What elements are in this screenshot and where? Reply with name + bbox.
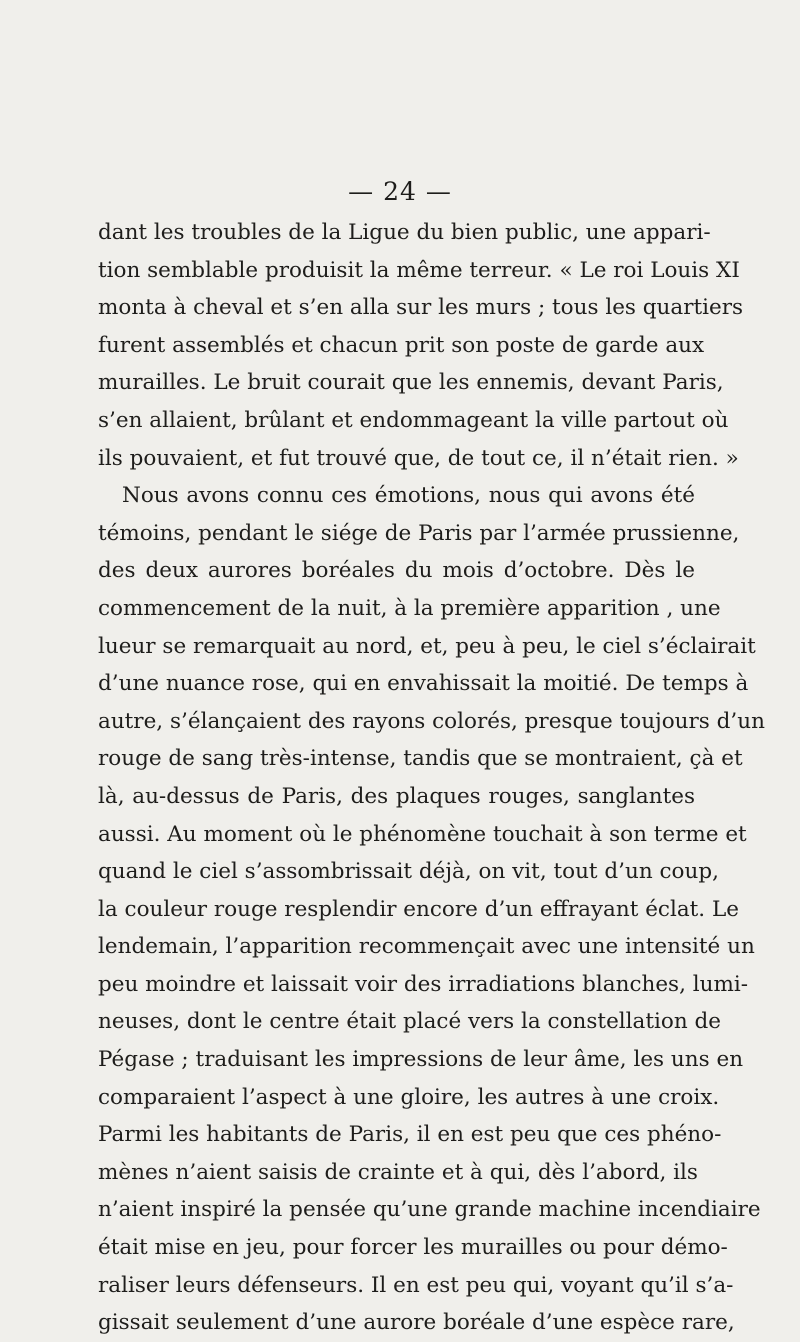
text-line: Nous avons connu ces émotions, nous qui avons été [122,483,695,509]
page-number: — 24 — [348,177,452,206]
body-text [98,214,765,1342]
text-line: quand le ciel s’assombrissait déjà, on vit, tout d’un coup, [98,859,719,885]
text-line: d’une nuance rose, qui en envahissait la moitié. De temps à [98,671,749,697]
text-line: lendemain, l’apparition recommençait avec une intensité un [98,934,755,960]
text-line: monta à cheval et s’en alla sur les murs ; tous les quartiers [98,295,744,321]
text-line: était mise en jeu, pour forcer les murailles ou pour démo- [98,1235,728,1261]
text-line: la couleur rouge resplendir encore d’un effrayant éclat. Le [98,896,739,922]
text-line: murailles. Le bruit courait que les ennemis, devant Paris, [98,370,724,396]
text-line: aussi. Au moment où le phénomène touchait à son terme et [98,821,747,847]
text-line: ils pouvaient, et fut trouvé que, de tout ce, il n’était rien. » [98,445,739,471]
text-line: lueur se remarquait au nord, et, peu à peu, le ciel s’éclairait [98,633,756,659]
text-line: n’aient inspiré la pensée qu’une grande machine incendiaire [98,1197,761,1223]
text-line: furent assemblés et chacun prit son poste de garde aux [98,332,705,358]
text-line: comparaient l’aspect à une gloire, les autres à une croix. [98,1084,720,1110]
text-line: des deux aurores boréales du mois d’octobre. Dès le [98,558,695,584]
text-line: neuses, dont le centre était placé vers la constellation de [98,1009,721,1035]
text-line: tion semblable produisit la même terreur. « Le roi Louis XI [98,257,740,283]
text-line: autre, s’élançaient des rayons colorés, presque toujours d’un [98,708,765,734]
text-line: gissait seulement d’une aurore boréale d’une espèce rare, [98,1310,735,1336]
text-line: s’en allaient, brûlant et endommageant la ville partout où [98,407,729,433]
text-line: là, au-dessus de Paris, des plaques rouges, sanglantes [98,783,695,809]
text-line: Pégase ; traduisant les impressions de leur âme, les uns en [98,1047,744,1073]
text-line: Parmi les habitants de Paris, il en est peu que ces phéno- [98,1122,722,1148]
text-line: rouge de sang très-intense, tandis que se montraient, çà et [98,746,743,772]
text-line: peu moindre et laissait voir des irradiations blanches, lumi- [98,971,749,997]
text-line: commencement de la nuit, à la première apparition , une [98,595,721,621]
text-line: mènes n’aient saisis de crainte et à qui, dès l’abord, ils [98,1159,698,1185]
text-line: raliser leurs défenseurs. Il en est peu qui, voyant qu’il s’a- [98,1272,734,1298]
text-line: dant les troubles de la Ligue du bien public, une appari- [98,220,711,245]
text-line: témoins, pendant le siége de Paris par l’armée prussienne, [98,520,740,546]
